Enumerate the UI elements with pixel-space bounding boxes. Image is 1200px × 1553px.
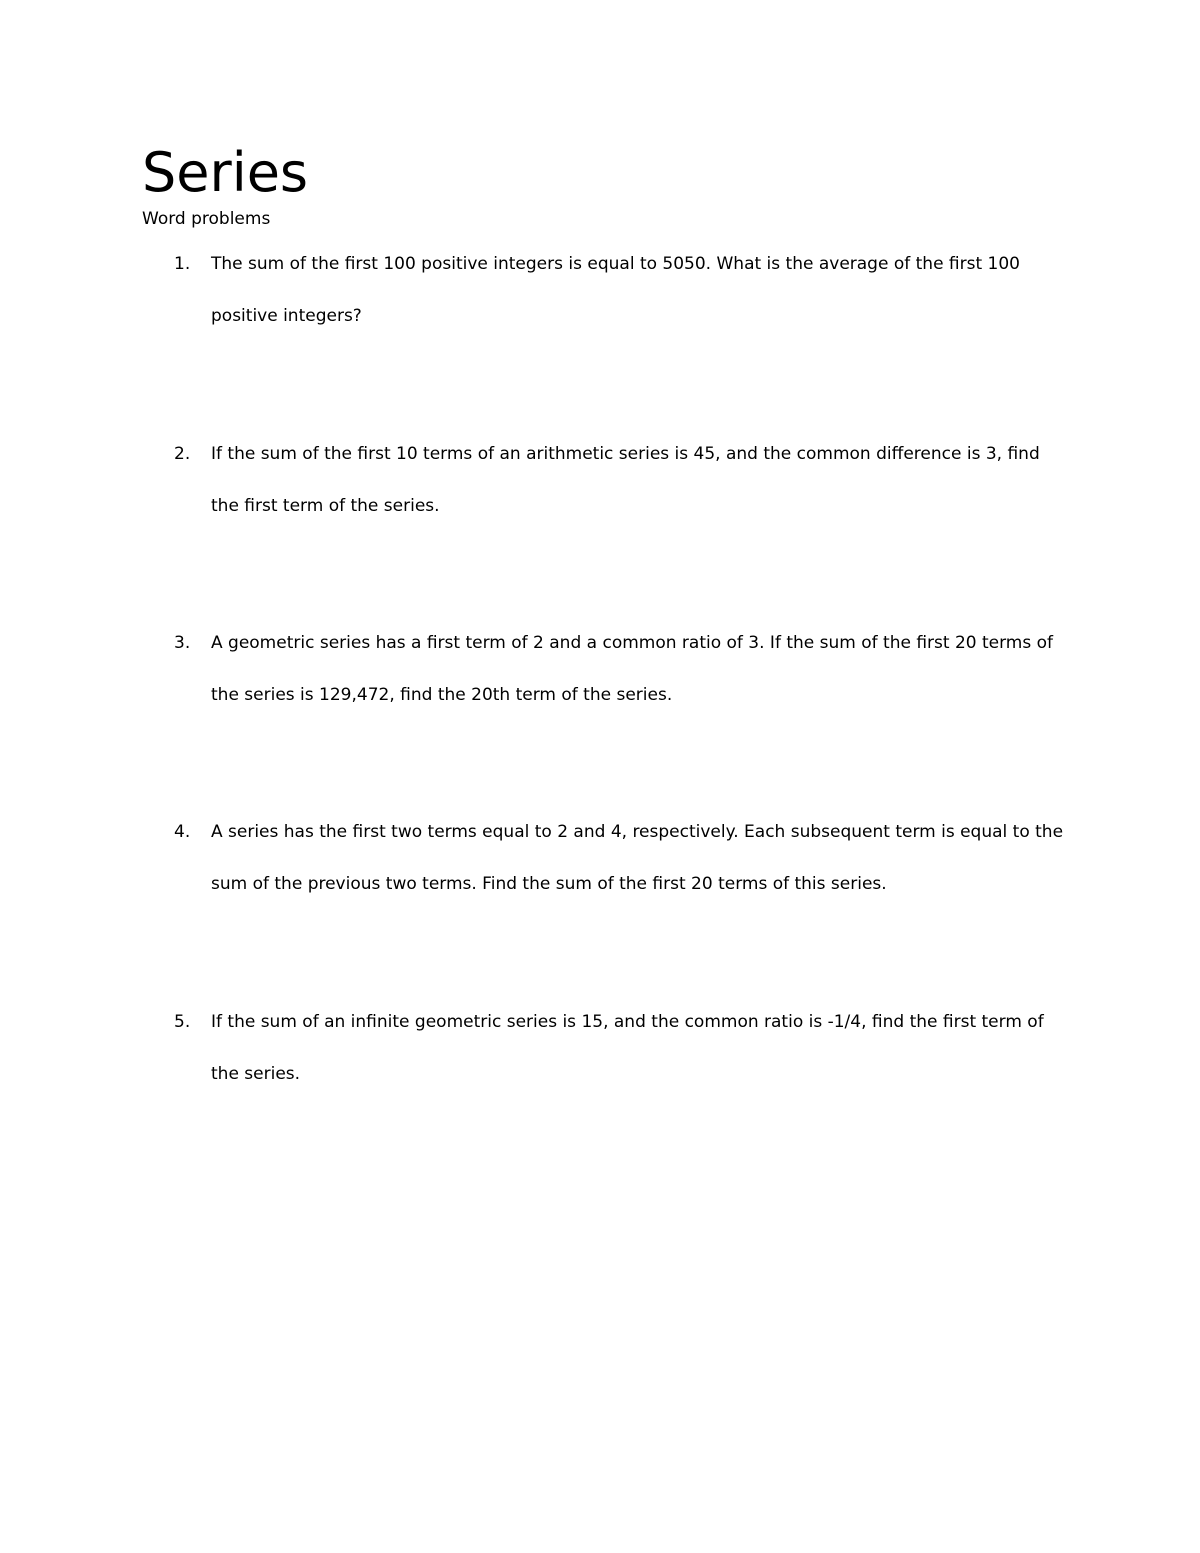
problem-text: A series has the first two terms equal to 2 and 4, respectively. Each subsequent term is equal to the sum of the previous two terms. Find the sum of the first 20 terms of this series.: [211, 822, 1064, 894]
problem-number: 2.: [174, 444, 191, 464]
problem-text: A geometric series has a first term of 2 and a common ratio of 3. If the sum of the first 20 terms of the series is 129,472, find the 20th term of the series.: [211, 633, 1054, 705]
problem-text: If the sum of the first 10 terms of an arithmetic series is 45, and the common difference is 3, find the first term of the series.: [211, 444, 1040, 516]
problem-text: The sum of the first 100 positive integers is equal to 5050. What is the average of the first 100 positive integers?: [211, 254, 1021, 326]
problem-number: 5.: [174, 1012, 191, 1032]
problem-text: If the sum of an infinite geometric series is 15, and the common ratio is -1/4, find the first term of the series.: [211, 1012, 1044, 1084]
page-title: Series: [142, 141, 309, 204]
problem-number: 3.: [174, 633, 191, 653]
page-subtitle: Word problems: [142, 209, 271, 229]
problem-number: 1.: [174, 254, 191, 274]
problem-number: 4.: [174, 822, 191, 842]
